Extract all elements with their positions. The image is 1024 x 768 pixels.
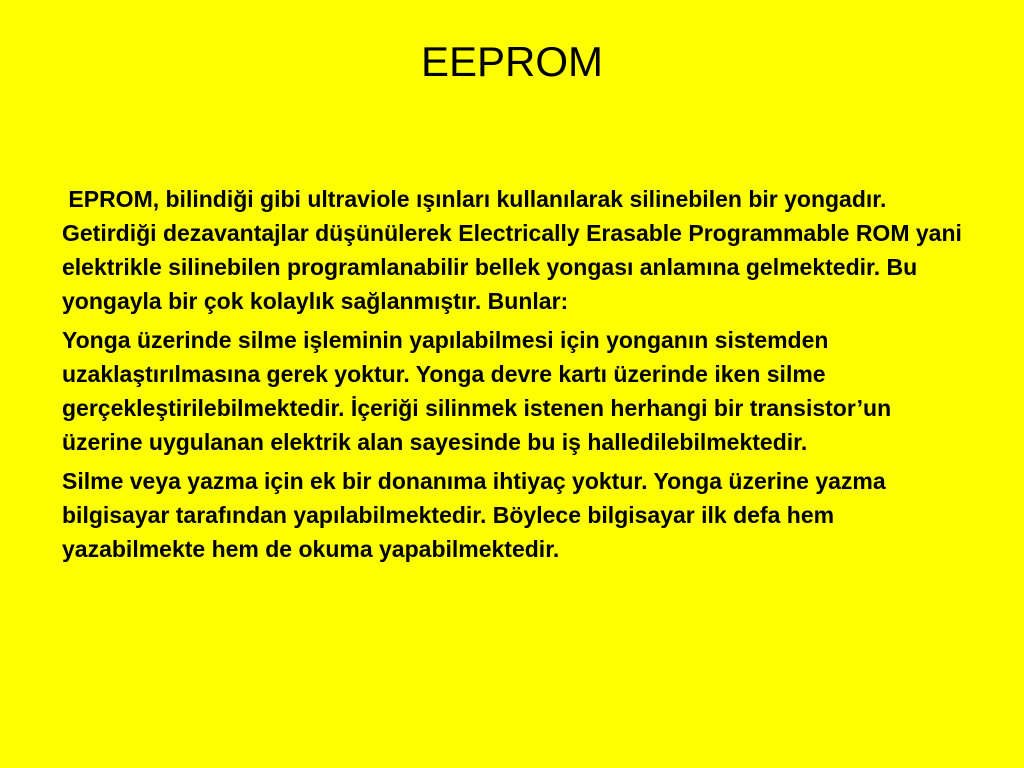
slide-title: EEPROM [420,38,604,85]
paragraph-in-circuit-erase: Yonga üzerinde silme işleminin yapılabilmesi için yonganın sistemden uzaklaştırılmasına gerek yoktur. Yonga devre kartı üzerinde iken silme gerçekleştirilebilmektedir. İçeriği silinmek istenen herhangi bir transistor’un üzerine uygulanan elektrik alan sayesinde bu iş halledilebilmektedir. [62,327,892,455]
paragraph-eprom-intro: EPROM, bilindiği gibi ultraviole ışınları kullanılarak silinebilen bir yongadır. Getirdiği dezavantajlar düşünülerek Electrically Erasable Programmable ROM yani elektrikle silinebilen programlanabilir bellek yongası anlamına gelmektedir. Bu yongayla bir çok kolaylık sağlanmıştır. Bunlar: [62,186,969,314]
slide-body [62,182,969,571]
paragraph-no-extra-hardware: Silme veya yazma için ek bir donanıma ihtiyaç yoktur. Yonga üzerine yazma bilgisayar tarafından yapılabilmektedir. Böylece bilgisayar ilk defa hem yazabilmekte hem de okuma yapabilmektedir. [62,468,886,562]
